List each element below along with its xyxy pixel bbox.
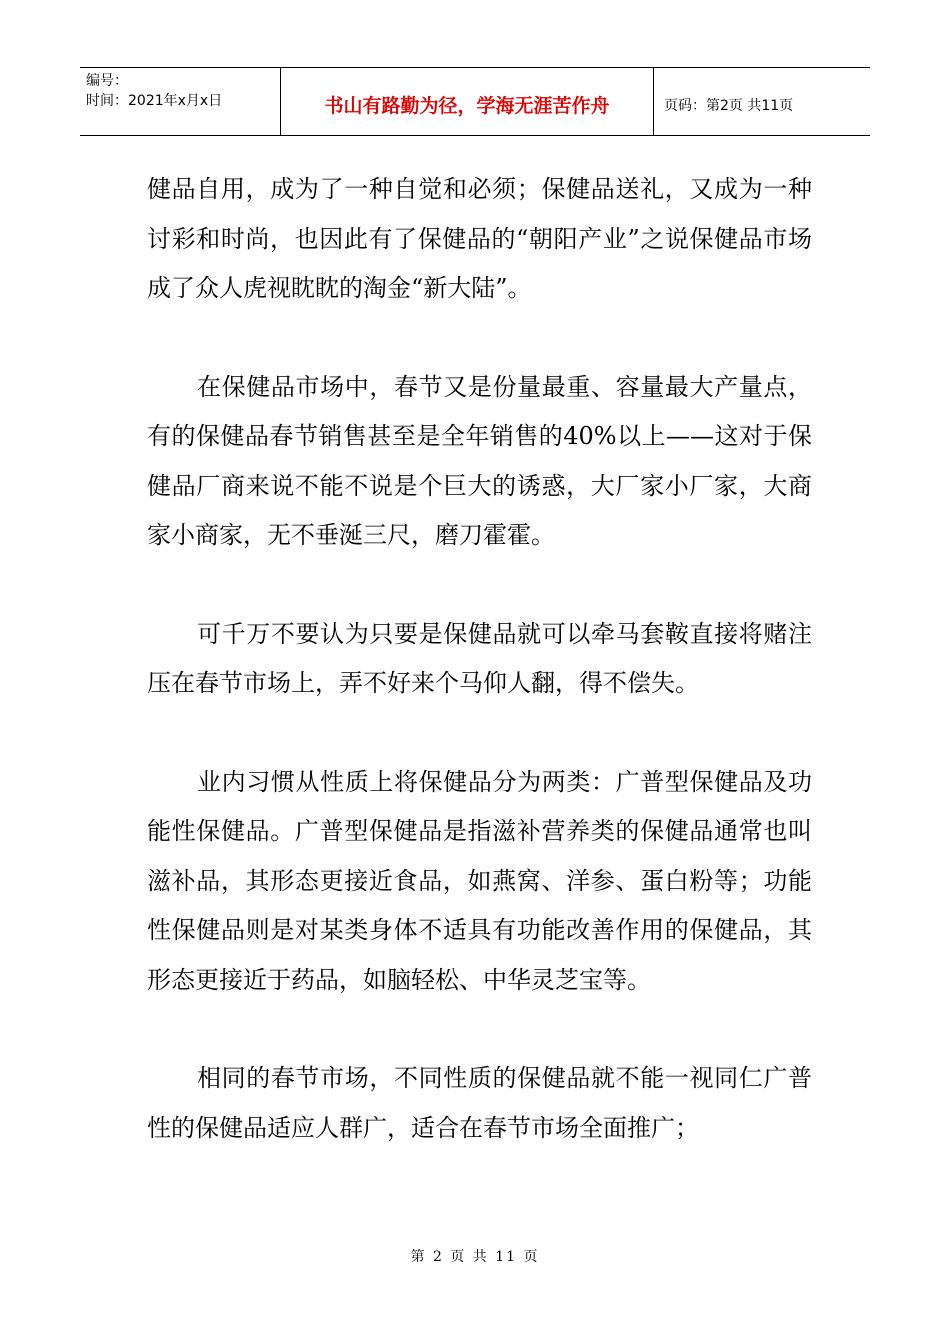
document-body	[147, 165, 812, 1202]
page-header	[80, 67, 870, 136]
header-meta	[80, 68, 281, 135]
paragraph: 业内习惯从性质上将保健品分为两类：广普型保健品及功能性保健品。广普型保健品是指滋补营养类的保健品通常也叫滋补品，其形态更接近食品，如燕窝、洋参、蛋白粉等；功能性保健品则是对某类身体不适具有功能改善作用的保健品，其形态更接近于药品，如脑轻松、中华灵芝宝等。	[147, 767, 812, 994]
doc-number-label: 编号：	[86, 73, 128, 89]
paragraph: 健品自用，成为了一种自觉和必须；保健品送礼，又成为一种讨彩和时尚，也因此有了保健品的“朝阳产业”之说保健品市场成了众人虎视眈眈的淘金“新大陆”。	[147, 175, 812, 302]
paragraph: 在保健品市场中，春节又是份量最重、容量最大产量点，有的保健品春节销售甚至是全年销售的40%以上——这对于保健品厂商来说不能不说是个巨大的诱惑，大厂家小厂家，大商家小商家，无不垂涎三尺，磨刀霍霍。	[147, 372, 812, 549]
paragraph: 相同的春节市场，不同性质的保健品就不能一视同仁广普性的保健品适应人群广，适合在春节市场全面推广；	[147, 1064, 812, 1142]
paragraph: 可千万不要认为只要是保健品就可以牵马套鞍直接将赌注压在春节市场上，弄不好来个马仰人翻，得不偿失。	[147, 619, 812, 697]
doc-date-label: 时间：2021年x月x日	[86, 93, 223, 109]
header-page-info: 页码：第2页 共11页	[664, 97, 794, 114]
page-footer: 第 2 页 共 11 页	[410, 1249, 540, 1265]
header-motto: 书山有路勤为径，学海无涯苦作舟	[281, 68, 654, 135]
